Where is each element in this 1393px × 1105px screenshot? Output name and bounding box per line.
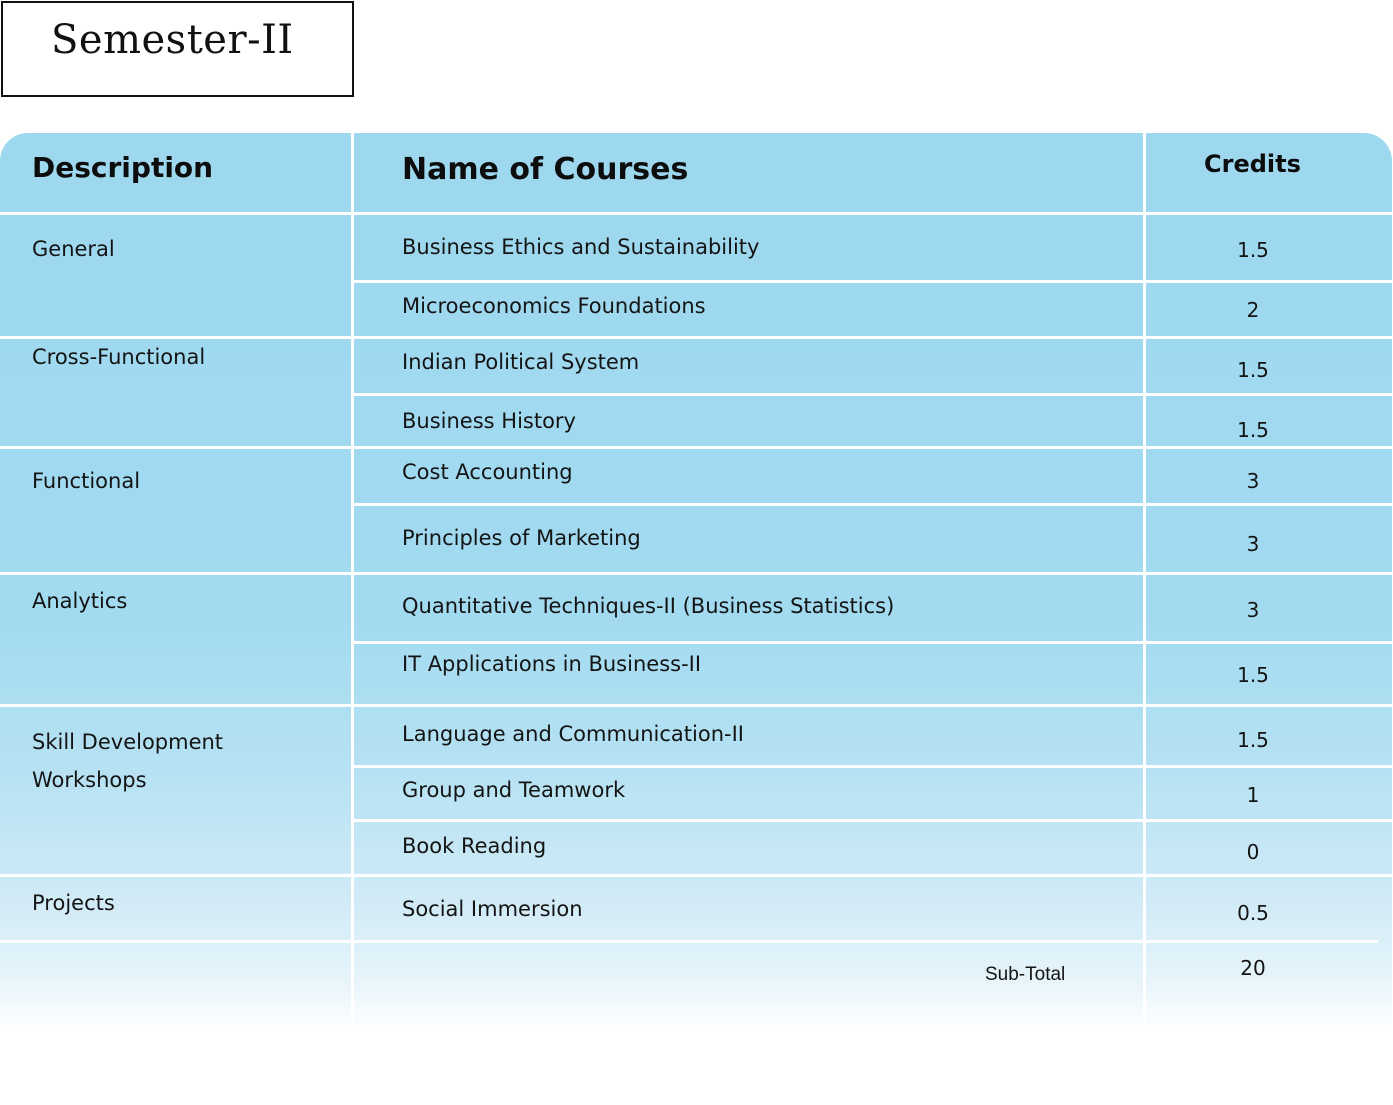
row-divider xyxy=(351,765,1392,768)
row-divider xyxy=(351,819,1392,822)
description-projects: Projects xyxy=(32,891,115,915)
course-name: Business History xyxy=(402,409,576,433)
credit-value: 1.5 xyxy=(1237,418,1269,442)
credit-value: 3 xyxy=(1246,532,1260,556)
description-workshops: Workshops xyxy=(32,768,147,792)
credit-value: 1.5 xyxy=(1237,358,1269,382)
course-name: Principles of Marketing xyxy=(402,526,641,550)
row-divider xyxy=(0,704,1392,707)
course-name: Business Ethics and Sustainability xyxy=(402,235,760,259)
description-analytics: Analytics xyxy=(32,589,128,613)
course-name: IT Applications in Business-II xyxy=(402,652,702,676)
column-divider-1 xyxy=(351,133,354,1033)
credit-value: 0 xyxy=(1246,840,1260,864)
credit-value: 0.5 xyxy=(1237,901,1269,925)
semester-title: Semester-II xyxy=(51,17,294,63)
subtotal-value: 20 xyxy=(1240,956,1266,980)
row-divider xyxy=(0,572,1392,575)
credit-value: 1.5 xyxy=(1237,238,1269,262)
credit-value: 1.5 xyxy=(1237,728,1269,752)
semester-title-box xyxy=(1,1,354,97)
course-name: Microeconomics Foundations xyxy=(402,294,706,318)
column-divider-2 xyxy=(1143,133,1146,1033)
course-name: Language and Communication-II xyxy=(402,722,744,746)
row-divider xyxy=(0,336,1392,339)
row-divider xyxy=(0,446,1392,449)
header-courses: Name of Courses xyxy=(402,152,689,187)
header-description: Description xyxy=(32,151,214,184)
description-general: General xyxy=(32,237,115,261)
credit-value: 2 xyxy=(1246,298,1260,322)
course-name: Book Reading xyxy=(402,834,547,858)
row-divider xyxy=(351,641,1392,644)
credit-value: 1 xyxy=(1246,783,1260,807)
credit-value: 1.5 xyxy=(1237,663,1269,687)
row-divider xyxy=(0,874,1392,877)
row-divider xyxy=(0,212,1392,215)
credit-value: 3 xyxy=(1246,469,1260,493)
course-name: Cost Accounting xyxy=(402,460,573,484)
course-table xyxy=(0,133,1392,1105)
row-divider xyxy=(0,940,1378,943)
subtotal-label: Sub-Total xyxy=(985,964,1066,985)
description-functional: Functional xyxy=(32,469,141,493)
row-divider xyxy=(351,393,1392,396)
course-name: Social Immersion xyxy=(402,897,583,921)
course-name: Quantitative Techniques-II (Business Statistics) xyxy=(402,594,895,618)
credit-value: 3 xyxy=(1246,598,1260,622)
course-name: Group and Teamwork xyxy=(402,778,626,802)
description-cross-functional: Cross-Functional xyxy=(32,345,206,369)
row-divider xyxy=(351,280,1392,283)
row-divider xyxy=(351,503,1392,506)
course-name: Indian Political System xyxy=(402,350,640,374)
header-credits: Credits xyxy=(1204,150,1301,178)
description-skill-development: Skill Development xyxy=(32,730,224,754)
